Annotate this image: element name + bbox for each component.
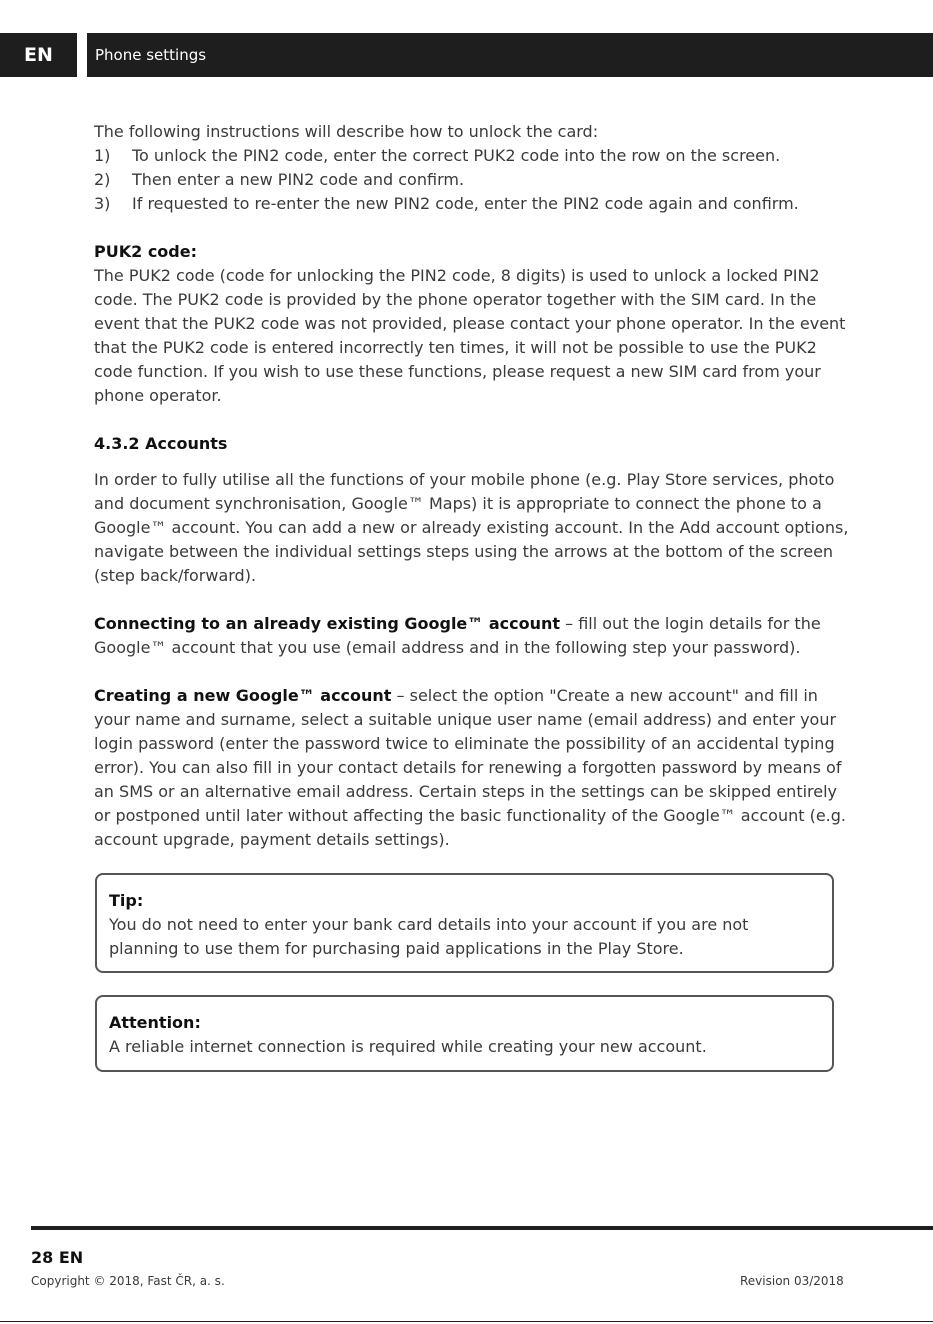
attention-text: A reliable internet connection is required while creating your new account.: [109, 1037, 707, 1056]
new-account-body: – select the option "Create a new account" and fill in your name and surname, select a suitable unique user name (email address) and enter your login password (enter the password twice to eliminate the possibility of an accidental typing error). You can also fill in your contact details for renewing a forgotten password by means of an SMS or an alternative email address. Certain steps in the settings can be skipped entirely or postponed until later without affecting the basic functionality of the Google™ account (e.g. account upgrade, payment details settings).: [94, 686, 846, 849]
copyright-text: Copyright © 2018, Fast ČR, a. s.: [31, 1274, 225, 1288]
list-text: If requested to re-enter the new PIN2 code, enter the PIN2 code again and confirm.: [132, 194, 799, 213]
accounts-intro: In order to fully utilise all the functions of your mobile phone (e.g. Play Store services, photo and document synchronisation, Google™ Maps) it is appropriate to connect the phone to a Google™ account. You can add a new or already existing account. In the Add account options, navigate between the individual settings steps using the arrows at the bottom of the screen (step back/forward).: [94, 470, 849, 585]
unlock-steps: [94, 144, 854, 216]
new-account-lead: Creating a new Google™ account: [94, 686, 392, 705]
bottom-divider: [0, 1321, 933, 1322]
list-item: [94, 192, 854, 216]
revision-text: Revision 03/2018: [740, 1274, 844, 1288]
attention-box: [95, 995, 834, 1072]
list-number: 1): [94, 146, 111, 165]
page-number: 28 EN: [31, 1248, 84, 1267]
tip-box: [95, 873, 834, 973]
list-number: 3): [94, 194, 111, 213]
list-item: [94, 144, 854, 168]
puk2-heading: PUK2 code:: [94, 242, 197, 261]
accounts-heading: 4.3.2 Accounts: [94, 434, 228, 453]
list-text: To unlock the PIN2 code, enter the correct PUK2 code into the row on the screen.: [132, 146, 781, 165]
existing-account-paragraph: [94, 612, 854, 660]
section-title: Phone settings: [95, 46, 207, 64]
tip-text: You do not need to enter your bank card details into your account if you are not planning to use them for purchasing paid applications in the Play Store.: [109, 915, 749, 958]
footer-divider: [31, 1226, 933, 1230]
tip-title: Tip:: [109, 891, 144, 910]
existing-account-body: – fill out the login details for the Google™ account that you use (email address and in the following step your password).: [94, 614, 821, 657]
attention-title: Attention:: [109, 1013, 201, 1032]
page-header: [0, 33, 933, 77]
list-text: Then enter a new PIN2 code and confirm.: [132, 170, 465, 189]
list-number: 2): [94, 170, 111, 189]
new-account-paragraph: [94, 684, 854, 852]
existing-account-lead: Connecting to an already existing Google™ account: [94, 614, 561, 633]
language-label: EN: [24, 44, 53, 66]
header-separator: [77, 33, 87, 77]
puk2-body: The PUK2 code (code for unlocking the PIN2 code, 8 digits) is used to unlock a locked PIN2 code. The PUK2 code is provided by the phone operator together with the SIM card. In the event that the PUK2 code was not provided, please contact your phone operator. In the event that the PUK2 code is entered incorrectly ten times, it will not be possible to use the PUK2 code function. If you wish to use these functions, please request a new SIM card from your phone operator.: [94, 266, 846, 405]
unlock-intro: The following instructions will describe how to unlock the card:: [94, 122, 599, 141]
list-item: [94, 168, 854, 192]
main-content: [94, 120, 854, 852]
